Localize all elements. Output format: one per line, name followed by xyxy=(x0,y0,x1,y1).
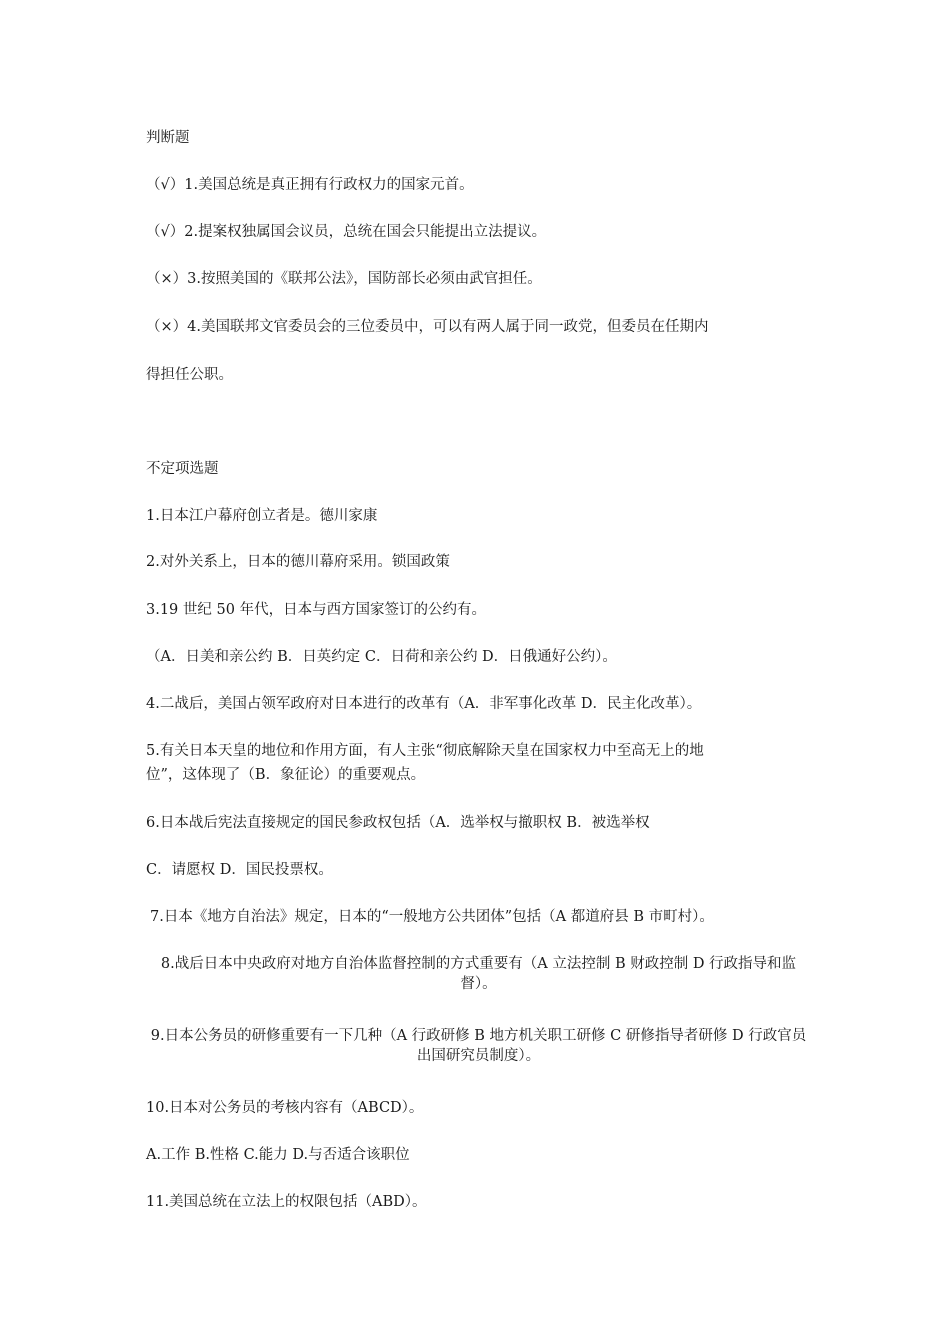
question-7: 7.日本《地方自治法》规定，日本的“一般地方公共团体”包括（A 都道府县 B 市町村）。 xyxy=(150,909,714,925)
question-11: 11.美国总统在立法上的权限包括（ABD）。 xyxy=(146,1194,427,1210)
question-2: 2.对外关系上，日本的德川幕府采用。锁国政策 xyxy=(146,554,450,570)
judgment-heading: 判断题 xyxy=(146,130,190,146)
judgment-item-1: （√）1.美国总统是真正拥有行政权力的国家元首。 xyxy=(146,177,474,193)
multi-heading: 不定项选题 xyxy=(146,461,219,477)
judgment-item-2: （√）2.提案权独属国会议员，总统在国会只能提出立法提议。 xyxy=(146,224,547,240)
question-10-options: A.工作 B.性格 C.能力 D.与否适合该职位 xyxy=(146,1147,410,1163)
question-5-line-2: 位”，这体现了（B．象征论）的重要观点。 xyxy=(146,767,426,783)
judgment-item-3: （×）3.按照美国的《联邦公法》，国防部长必须由武官担任。 xyxy=(146,271,542,287)
judgment-item-4: （×）4.美国联邦文官委员会的三位委员中，可以有两人属于同一政党，但委员在任期内 xyxy=(146,319,709,335)
judgment-item-4-continued: 得担任公职。 xyxy=(146,367,233,383)
question-4: 4.二战后，美国占领军政府对日本进行的改革有（A．非军事化改革 D．民主化改革）。 xyxy=(146,696,702,712)
question-3: 3.19 世纪 50 年代，日本与西方国家签订的公约有。 xyxy=(146,602,487,618)
question-10: 10.日本对公务员的考核内容有（ABCD）。 xyxy=(146,1100,424,1116)
question-5-line-1: 5.有关日本天皇的地位和作用方面，有人主张“彻底解除天皇在国家权力中至高无上的地 xyxy=(146,743,704,759)
question-8: 8.战后日本中央政府对地方自治体监督控制的方式重要有（A 立法控制 B 财政控制 D 行政指导和监督）。 xyxy=(160,956,797,992)
question-6-line-2: C．请愿权 D．国民投票权。 xyxy=(146,862,333,878)
question-1: 1.日本江户幕府创立者是。德川家康 xyxy=(146,508,378,524)
question-3-options: （A．日美和亲公约 B．日英约定 C．日荷和亲公约 D．日俄通好公约）。 xyxy=(146,649,617,665)
question-9: 9.日本公务员的研修重要有一下几种（A 行政研修 B 地方机关职工研修 C 研修指导者研修 D 行政官员出国研究员制度）。 xyxy=(150,1028,807,1064)
question-6-line-1: 6.日本战后宪法直接规定的国民参政权包括（A．选举权与撤职权 B．被选举权 xyxy=(146,815,650,831)
